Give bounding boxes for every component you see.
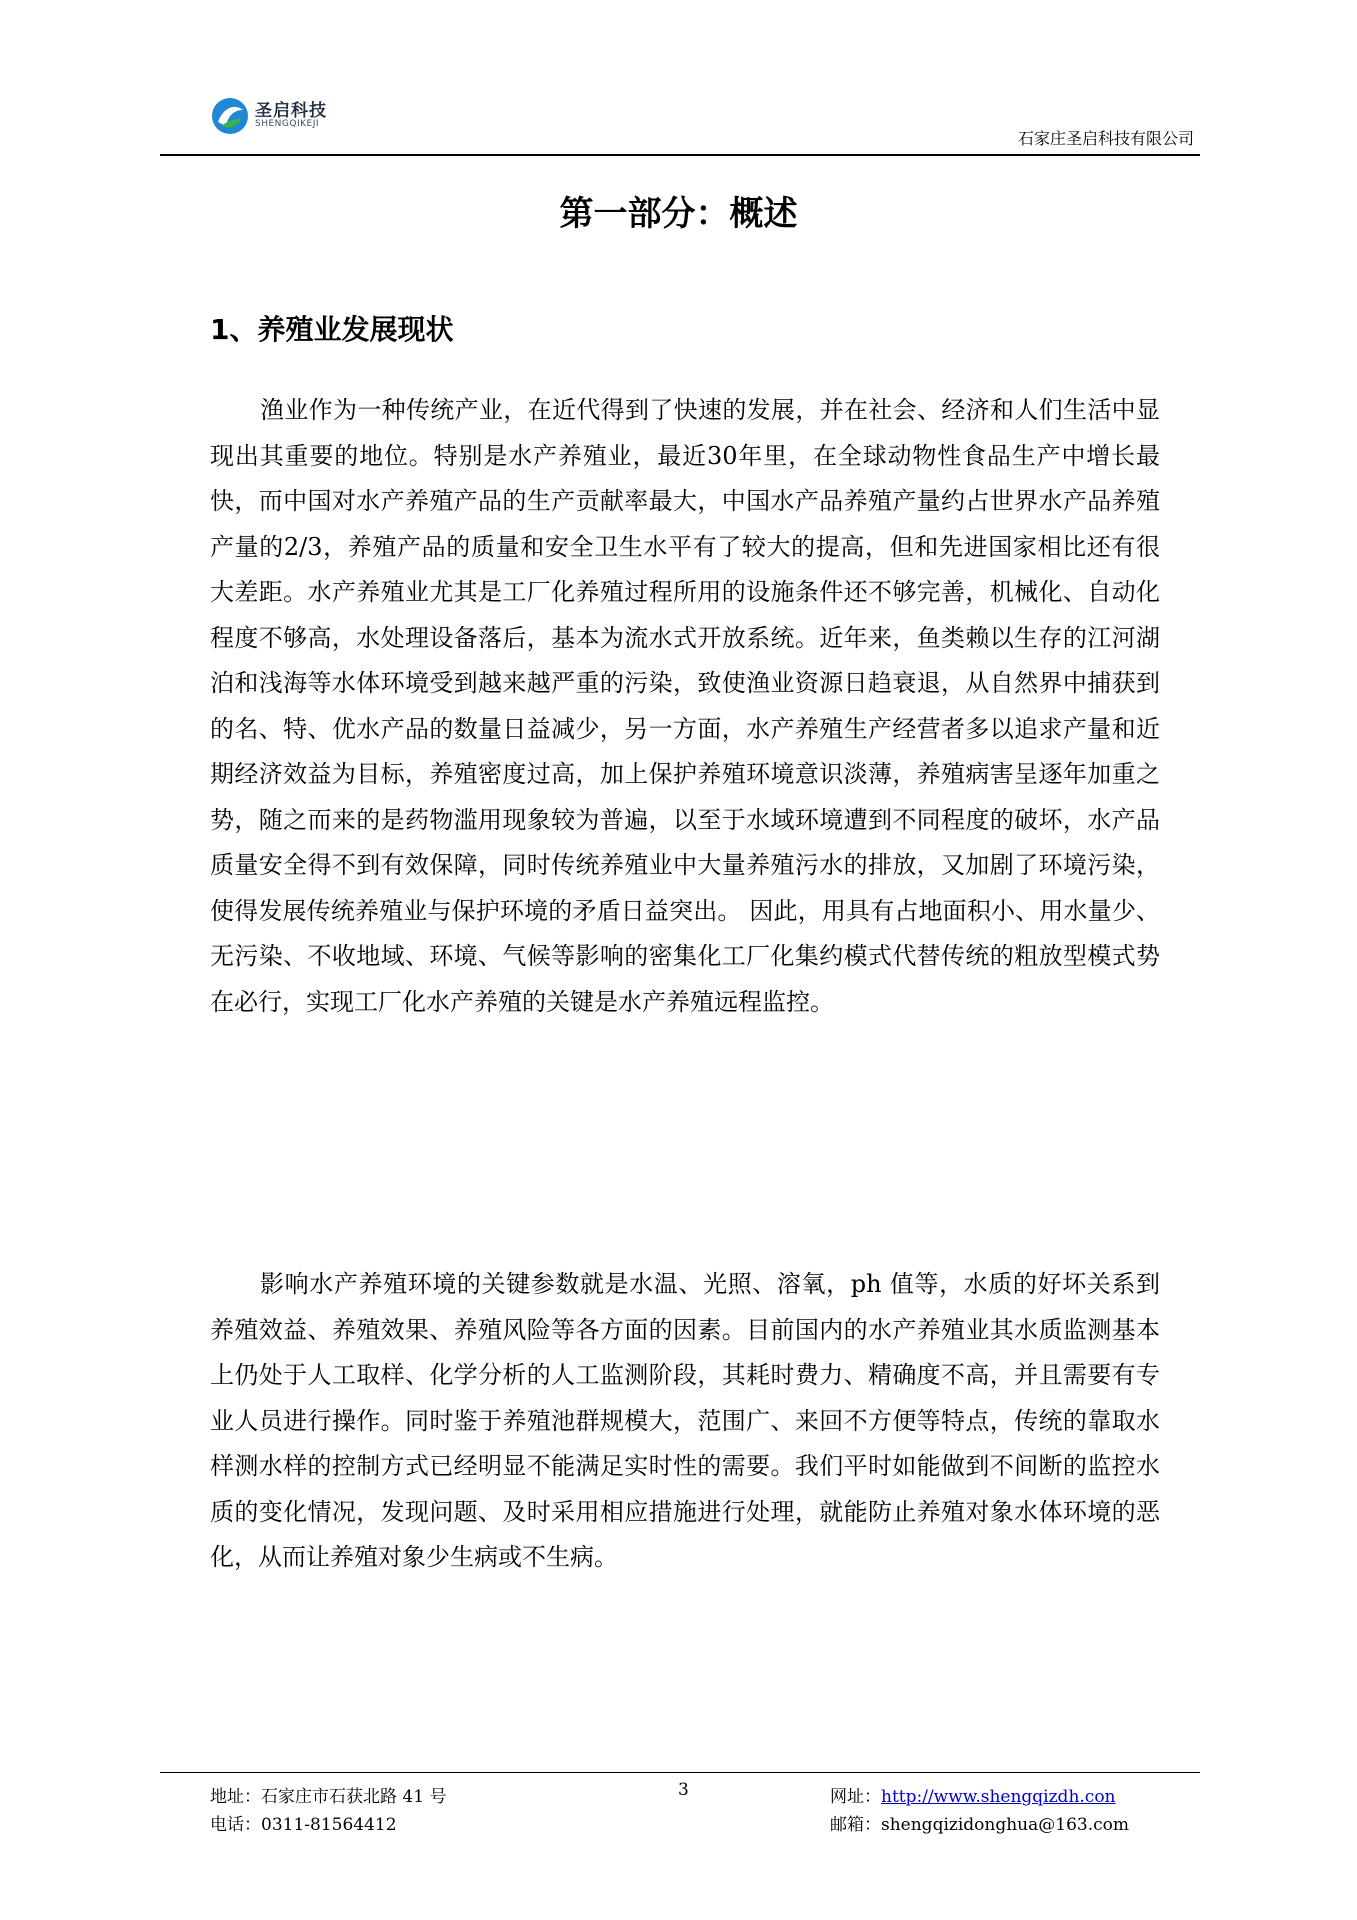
paragraph-1: 渔业作为一种传统产业，在近代得到了快速的发展，并在社会、经济和人们生活中显现出其重要的地位。特别是水产养殖业，最近30年里，在全球动物性食品生产中增长最快，而中国对水产养殖产品的生产贡献率最大，中国水产品养殖产量约占世界水产品养殖产量的2/3，养殖产品的质量和安全卫生水平有了较大的提高，但和先进国家相比还有很大差距。水产养殖业尤其是工厂化养殖过程所用的设施条件还不够完善，机械化、自动化程度不够高，水处理设备落后，基本为流水式开放系统。近年来，鱼类赖以生存的江河湖泊和浅海等水体环境受到越来越严重的污染，致使渔业资源日趋衰退，从自然界中捕获到的名、特、优水产品的数量日益减少，另一方面，水产养殖生产经营者多以追求产量和近期经济效益为目标，养殖密度过高，加上保护养殖环境意识淡薄，养殖病害呈逐年加重之势，随之而来的是药物滥用现象较为普遍，以至于水域环境遭到不同程度的破坏，水产品质量安全得不到有效保障，同时传统养殖业中大量养殖污水的排放，又加剧了环境污染，使得发展传统养殖业与保护环境的矛盾日益突出。 因此，用具有占地面积小、用水量少、无污染、不收地域、环境、气候等影响的密集化工厂化集约模式代替传统的粗放型模式势在必行，实现工厂化水产养殖的关键是水产养殖远程监控。: [210, 396, 1160, 1016]
page-title: 第一部分：概述: [559, 194, 798, 234]
footer-website: [830, 1782, 1116, 1807]
company-name: 石家庄圣启科技有限公司: [1017, 129, 1194, 148]
footer-phone: 电话：0311-81564412: [210, 1815, 397, 1835]
paragraph-2: 影响水产养殖环境的关键参数就是水温、光照、溶氧，ph 值等，水质的好坏关系到养殖效益、养殖效果、养殖风险等各方面的因素。目前国内的水产养殖业其水质监测基本上仍处于人工取样、化学分析的人工监测阶段，其耗时费力、精确度不高，并且需要有专业人员进行操作。同时鉴于养殖池群规模大，范围广、来回不方便等特点，传统的靠取水样测水样的控制方式已经明显不能满足实时性的需要。我们平时如能做到不间断的监控水质的变化情况，发现问题、及时采用相应措施进行处理，就能防止养殖对象水体环境的恶化，从而让养殖对象少生病或不生病。: [210, 1270, 1160, 1571]
footer-email: 邮箱：shengqizidonghua@163.com: [830, 1815, 1129, 1835]
logo-chinese-name: 圣启科技: [255, 101, 327, 121]
section-heading: 1、养殖业发展现状: [210, 313, 454, 346]
website-link[interactable]: http://www.shengqizdh.con: [881, 1787, 1116, 1807]
page-number: 3: [678, 1780, 689, 1800]
footer-address: 地址：石家庄市石获北路 41 号: [210, 1787, 447, 1807]
logo-english-name: SHENGQIKEJI: [255, 119, 320, 129]
logo-mark-icon: [210, 96, 250, 136]
footer-divider: [160, 1772, 1200, 1773]
company-logo: [210, 94, 360, 144]
website-label: 网址：: [830, 1787, 881, 1807]
page-header: [160, 94, 1200, 156]
